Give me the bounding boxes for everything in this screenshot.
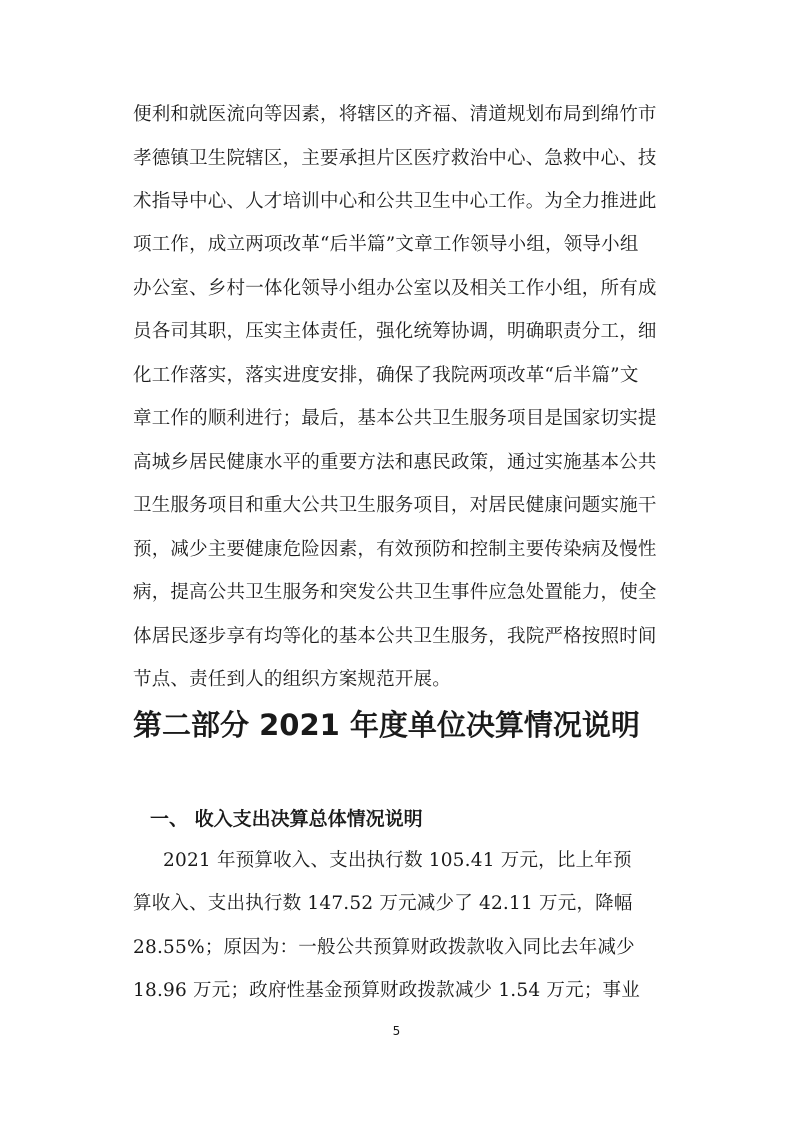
paragraph-line: 化工作落实，落实进度安排，确保了我院两项改革“后半篇”文 xyxy=(133,365,639,386)
paragraph-line: 孝德镇卫生院辖区，主要承担片区医疗救治中心、急救中心、技 xyxy=(133,148,657,169)
paragraph-line: 算收入、支出执行数 147.52 万元减少了 42.11 万元，降幅 xyxy=(133,893,633,914)
page-number: 5 xyxy=(392,1024,401,1038)
paragraph-line: 术指导中心、人才培训中心和公共卫生中心工作。为全力推进此 xyxy=(133,191,657,212)
subsection-title: 一、 收入支出决算总体情况说明 xyxy=(150,808,423,830)
paragraph-line: 办公室、乡村一体化领导小组办公室以及相关工作小组，所有成 xyxy=(133,278,657,299)
paragraph-line: 便利和就医流向等因素，将辖区的齐福、清道规划布局到绵竹市 xyxy=(133,104,657,125)
paragraph-line: 章工作的顺利进行；最后，基本公共卫生服务项目是国家切实提 xyxy=(133,408,657,429)
section-title: 第二部分 2021 年度单位决算情况说明 xyxy=(133,708,640,742)
paragraph-line: 节点、责任到人的组织方案规范开展。 xyxy=(133,669,451,690)
paragraph-line: 体居民逐步享有均等化的基本公共卫生服务，我院严格按照时间 xyxy=(133,626,657,647)
paragraph-line: 28.55%；原因为：一般公共预算财政拨款收入同比去年减少 xyxy=(133,937,635,958)
paragraph-line: 项工作，成立两项改革“后半篇”文章工作领导小组，领导小组 xyxy=(133,234,639,255)
paragraph-line: 卫生服务项目和重大公共卫生服务项目，对居民健康问题实施干 xyxy=(133,495,657,516)
paragraph-line: 病，提高公共卫生服务和突发公共卫生事件应急处置能力，使全 xyxy=(133,582,657,603)
paragraph-line: 高城乡居民健康水平的重要方法和惠民政策，通过实施基本公共 xyxy=(133,452,657,473)
paragraph-line: 员各司其职，压实主体责任，强化统筹协调，明确职责分工，细 xyxy=(133,321,657,342)
paragraph-line: 预，减少主要健康危险因素，有效预防和控制主要传染病及慢性 xyxy=(133,539,657,560)
paragraph-line: 2021 年预算收入、支出执行数 105.41 万元，比上年预 xyxy=(163,850,632,871)
paragraph-line: 18.96 万元；政府性基金预算财政拨款减少 1.54 万元；事业 xyxy=(133,980,640,1001)
